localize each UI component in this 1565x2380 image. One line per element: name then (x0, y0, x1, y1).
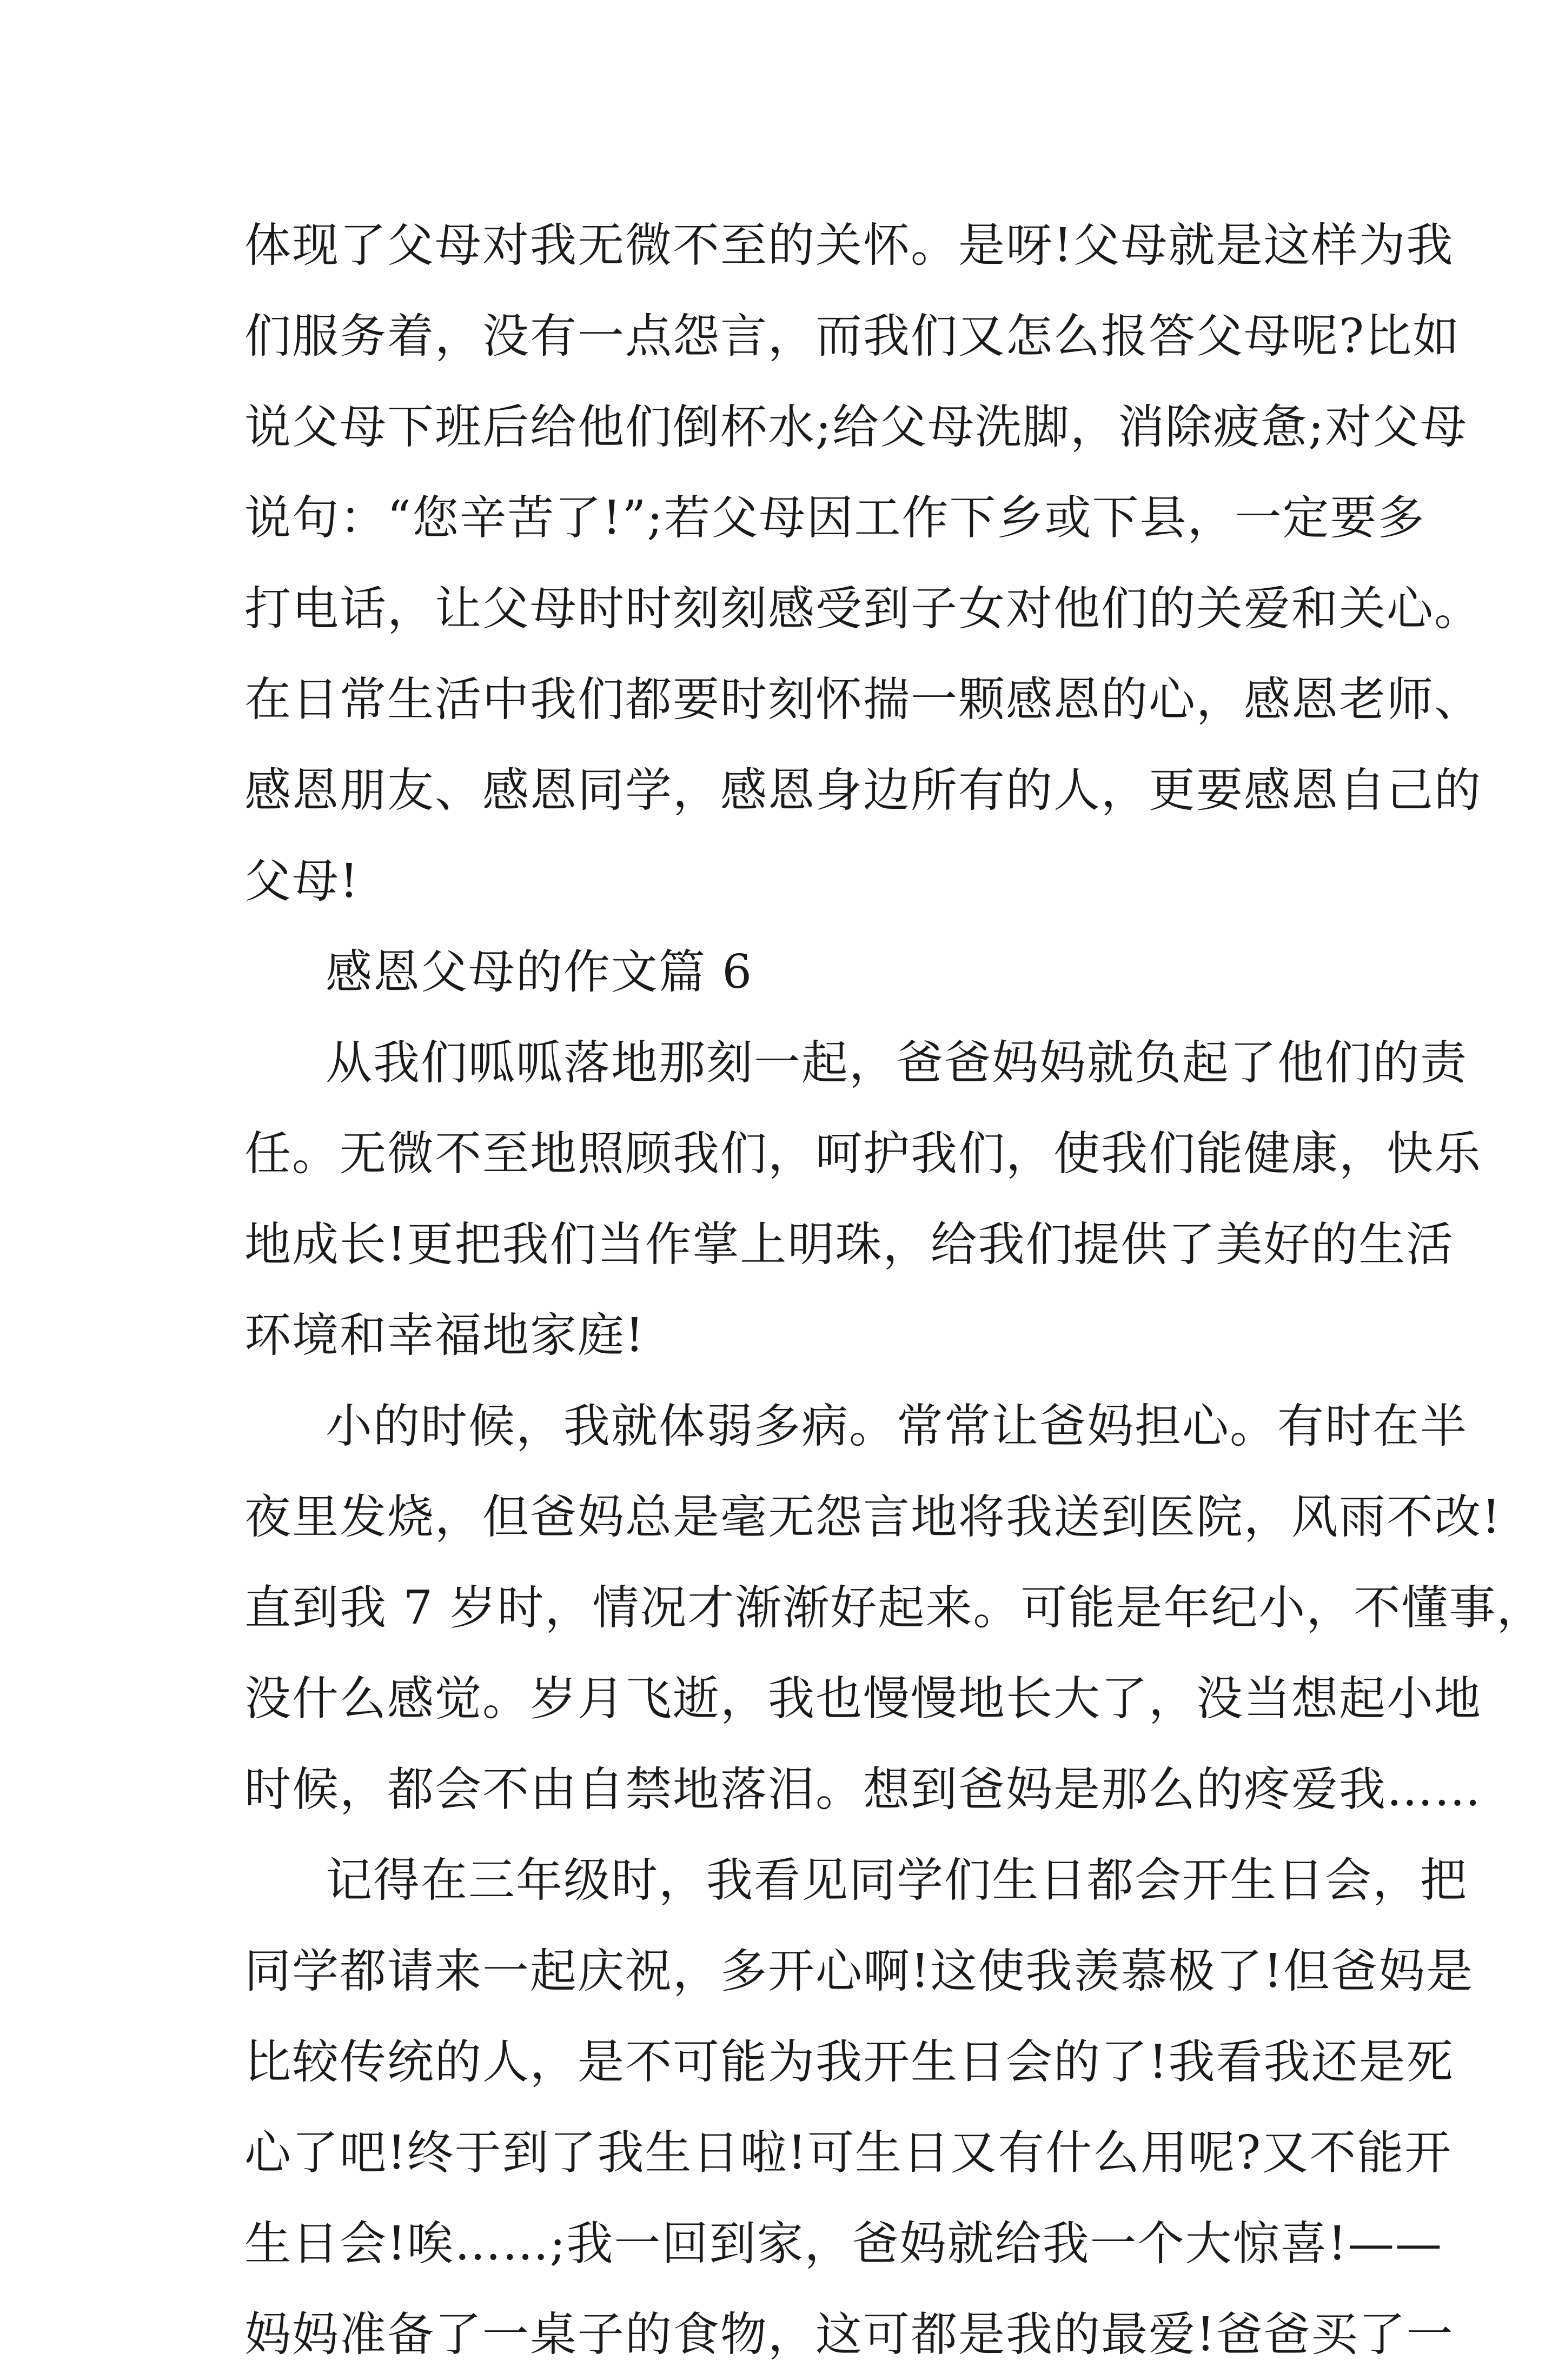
text-line-11: 任。无微不至地照顾我们，呵护我们，使我们能健康，快乐 (244, 1127, 1482, 1181)
section-heading: 感恩父母的作文篇 6 (326, 945, 753, 999)
text-line-3: 说父母下班后给他们倒杯水;给父母洗脚，消除疲惫;对父母 (244, 400, 1468, 454)
essay-body (244, 200, 1544, 2380)
text-line-15: 夜里发烧，但爸妈总是毫无怨言地将我送到医院，风雨不改! (244, 1490, 1502, 1544)
text-line-21: 比较传统的人，是不可能为我开生日会的了!我看我还是死 (244, 2035, 1454, 2089)
text-line-1: 体现了父母对我无微不至的关怀。是呀!父母就是这样为我 (244, 218, 1454, 272)
text-line-5: 打电话，让父母时时刻刻感受到子女对他们的关爱和关心。 (244, 582, 1482, 636)
text-line-4: 说句：“您辛苦了!”;若父母因工作下乡或下县，一定要多 (244, 491, 1425, 545)
text-line-19: 记得在三年级时，我看见同学们生日都会开生日会，把 (326, 1853, 1468, 1907)
text-line-17: 没什么感觉。岁月飞逝，我也慢慢地长大了，没当想起小地 (244, 1672, 1482, 1726)
text-line-16: 直到我 7 岁时，情况才渐渐好起来。可能是年纪小，不懂事， (244, 1581, 1544, 1635)
text-line-12: 地成长!更把我们当作掌上明珠，给我们提供了美好的生活 (244, 1218, 1454, 1272)
text-line-22: 心了吧!终于到了我生日啦!可生日又有什么用呢?又不能开 (244, 2126, 1453, 2180)
text-line-14: 小的时候，我就体弱多病。常常让爸妈担心。有时在半 (326, 1399, 1468, 1453)
text-line-13: 环境和幸福地家庭! (244, 1308, 645, 1362)
text-line-18: 时候，都会不由自禁地落泪。想到爸妈是那么的疼爱我…… (244, 1763, 1482, 1817)
text-line-8: 父母! (244, 854, 360, 908)
text-line-23: 生日会!唉……;我一回到家，爸妈就给我一个大惊喜!—— (244, 2217, 1443, 2271)
text-line-20: 同学都请来一起庆祝，多开心啊!这使我羡慕极了!但爸妈是 (244, 1944, 1474, 1998)
text-line-24: 妈妈准备了一桌子的食物，这可都是我的最爱!爸爸买了一 (244, 2308, 1454, 2362)
text-line-7: 感恩朋友、感恩同学，感恩身边所有的人，更要感恩自己的 (244, 763, 1482, 817)
text-line-2: 们服务着，没有一点怨言，而我们又怎么报答父母呢?比如 (244, 309, 1461, 363)
text-line-10: 从我们呱呱落地那刻一起，爸爸妈妈就负起了他们的责 (326, 1036, 1468, 1090)
text-line-6: 在日常生活中我们都要时刻怀揣一颗感恩的心，感恩老师、 (244, 673, 1482, 727)
